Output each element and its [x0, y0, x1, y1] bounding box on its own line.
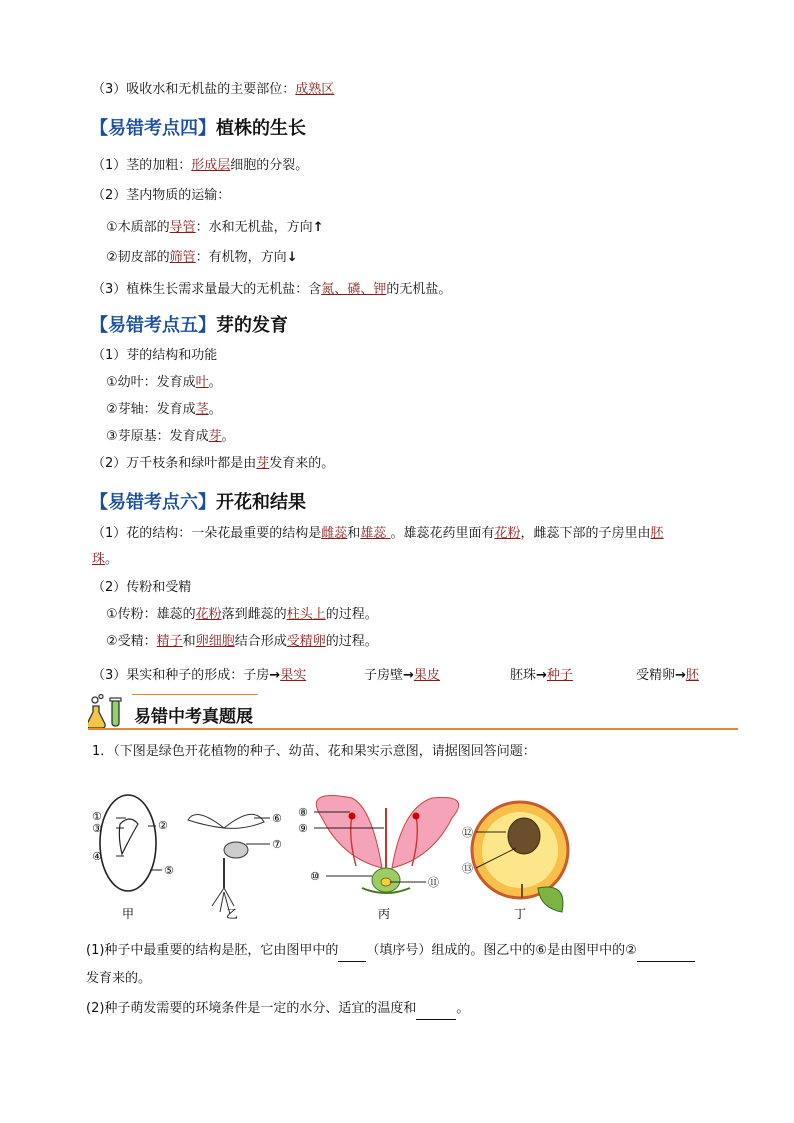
plant-diagram-figure	[86, 788, 586, 923]
answer: 雄蕊	[360, 526, 391, 541]
topic5-line-3: ②芽轴：发育成茎。	[106, 402, 222, 417]
answer: 钾	[373, 282, 387, 297]
label-2: ②	[158, 819, 168, 832]
label-jia: 甲	[122, 907, 135, 921]
label-10: ⑩	[310, 870, 320, 883]
answer: 氮	[321, 282, 335, 297]
label-bing: 丙	[378, 907, 391, 921]
question-1-stem: 1．（下图是绿色开花植物的种子、幼苗、花和果实示意图，请据图回答问题：	[92, 744, 536, 759]
exam-section-title: 易错中考真题展	[134, 707, 253, 727]
label-5: ⑤	[164, 864, 174, 877]
banner-bottom-rule	[88, 728, 738, 730]
answer: 柱头上	[286, 607, 326, 622]
answer: 胚	[650, 526, 664, 541]
topic6-line-5-group-4: 受精卵→胚	[636, 668, 699, 683]
answer-blank[interactable]	[416, 999, 456, 1020]
answer: 精子	[156, 634, 183, 649]
topic4-line-2: （2）茎内物质的运输：	[92, 188, 231, 203]
topic6-line-5-group-3: 胚珠→种子	[510, 668, 573, 683]
label-7: ⑦	[272, 838, 282, 851]
answer: 形成层	[191, 158, 231, 173]
topic6-line-1: （1）花的结构：一朵花最重要的结构是雌蕊和雄蕊 。雄蕊花药里面有花粉，雌蕊下部的子房里由胚	[92, 526, 664, 541]
topic6-heading: 【易错考点六】开花和结果	[90, 492, 306, 513]
topic5-line-1: （1）芽的结构和功能	[92, 348, 218, 363]
answer-blank[interactable]	[637, 941, 695, 962]
seedling-diagram	[188, 812, 282, 921]
label-6: ⑥	[272, 812, 282, 825]
label-13: ⑬	[462, 862, 473, 875]
topic4-line-1: （1）茎的加粗：形成层细胞的分裂。	[92, 158, 309, 173]
topic5-line-5: （2）万千枝条和绿叶都是由芽发育来的。	[92, 456, 335, 471]
answer: 花粉	[195, 607, 222, 622]
question-1-part-1: (1)种子中最重要的结构是胚，它由图甲中的 （填序号）组成的。图乙中的⑥是由图甲中的②	[86, 941, 695, 962]
label-ding: 丁	[514, 907, 527, 921]
topic6-line-5-group-2: 子房壁→果皮	[364, 668, 440, 683]
right-arrow-icon: →	[403, 668, 414, 683]
flower-diagram	[298, 796, 459, 922]
lab-flask-icon	[88, 694, 128, 732]
answer: 筛管	[169, 250, 196, 265]
answer: 成熟区	[295, 82, 335, 97]
topic5-line-2: ①幼叶：发育成叶。	[106, 375, 222, 390]
topic6-line-5: （3）果实和种子的形成：子房→果实	[92, 668, 307, 683]
up-arrow-icon: ↑	[312, 220, 324, 235]
answer: 果皮	[413, 668, 440, 683]
down-arrow-icon: ↓	[286, 250, 298, 265]
topic6-line-3: ①传粉：雄蕊的花粉落到雌蕊的柱头上的过程。	[106, 607, 378, 622]
topic6-line-1b: 珠。	[92, 552, 119, 567]
answer: 胚	[685, 668, 699, 683]
answer: 珠	[92, 552, 106, 567]
topic5-line-4: ③芽原基：发育成芽。	[106, 429, 235, 444]
label-8: ⑧	[298, 806, 308, 819]
answer: 磷	[347, 282, 361, 297]
answer: 种子	[546, 668, 573, 683]
banner-top-rule	[132, 694, 258, 695]
topic6-line-4: ②受精：精子和卵细胞结合形成受精卵的过程。	[106, 634, 378, 649]
question-1-part-2: (2)种子萌发需要的环境条件是一定的水分、适宜的温度和 。	[86, 999, 469, 1020]
answer: 茎	[195, 402, 209, 417]
answer-blank[interactable]	[338, 941, 366, 962]
label-1: ①	[92, 810, 102, 823]
right-arrow-icon: →	[536, 668, 547, 683]
topic4-line-5: （3）植株生长需求量最大的无机盐：含氮、磷、钾的无机盐。	[92, 282, 452, 297]
exam-section-banner	[88, 692, 738, 732]
answer: 导管	[169, 220, 196, 235]
label-11: ⑪	[428, 876, 439, 889]
answer: 卵细胞	[195, 634, 235, 649]
answer: 果实	[280, 668, 307, 683]
fruit-diagram	[462, 802, 568, 921]
seed-diagram	[92, 795, 174, 921]
answer: 雌蕊	[321, 526, 348, 541]
answer: 受精卵	[286, 634, 326, 649]
topic4-line-3: ①木质部的导管：水和无机盐，方向↑	[106, 220, 324, 235]
answer: 芽	[208, 429, 222, 444]
label-9: ⑨	[298, 822, 308, 835]
label-4: ④	[92, 850, 102, 863]
topic5-heading: 【易错考点五】芽的发育	[90, 315, 288, 336]
topic4-line-4: ②韧皮部的筛管：有机物，方向↓	[106, 250, 298, 265]
answer: 花粉	[494, 526, 521, 541]
question-1-part-1-cont: 发育来的。	[86, 971, 152, 986]
root-line-3: （3）吸收水和无机盐的主要部位：成熟区	[92, 82, 335, 97]
right-arrow-icon: →	[675, 668, 686, 683]
right-arrow-icon: →	[269, 668, 281, 683]
label-yi: 乙	[226, 907, 239, 921]
topic4-heading: 【易错考点四】植株的生长	[90, 118, 306, 139]
label-3: ③	[92, 822, 102, 835]
topic6-line-2: （2）传粉和受精	[92, 580, 192, 595]
answer: 叶	[195, 375, 209, 390]
label-12: ⑫	[462, 826, 473, 839]
answer: 芽	[256, 456, 270, 471]
